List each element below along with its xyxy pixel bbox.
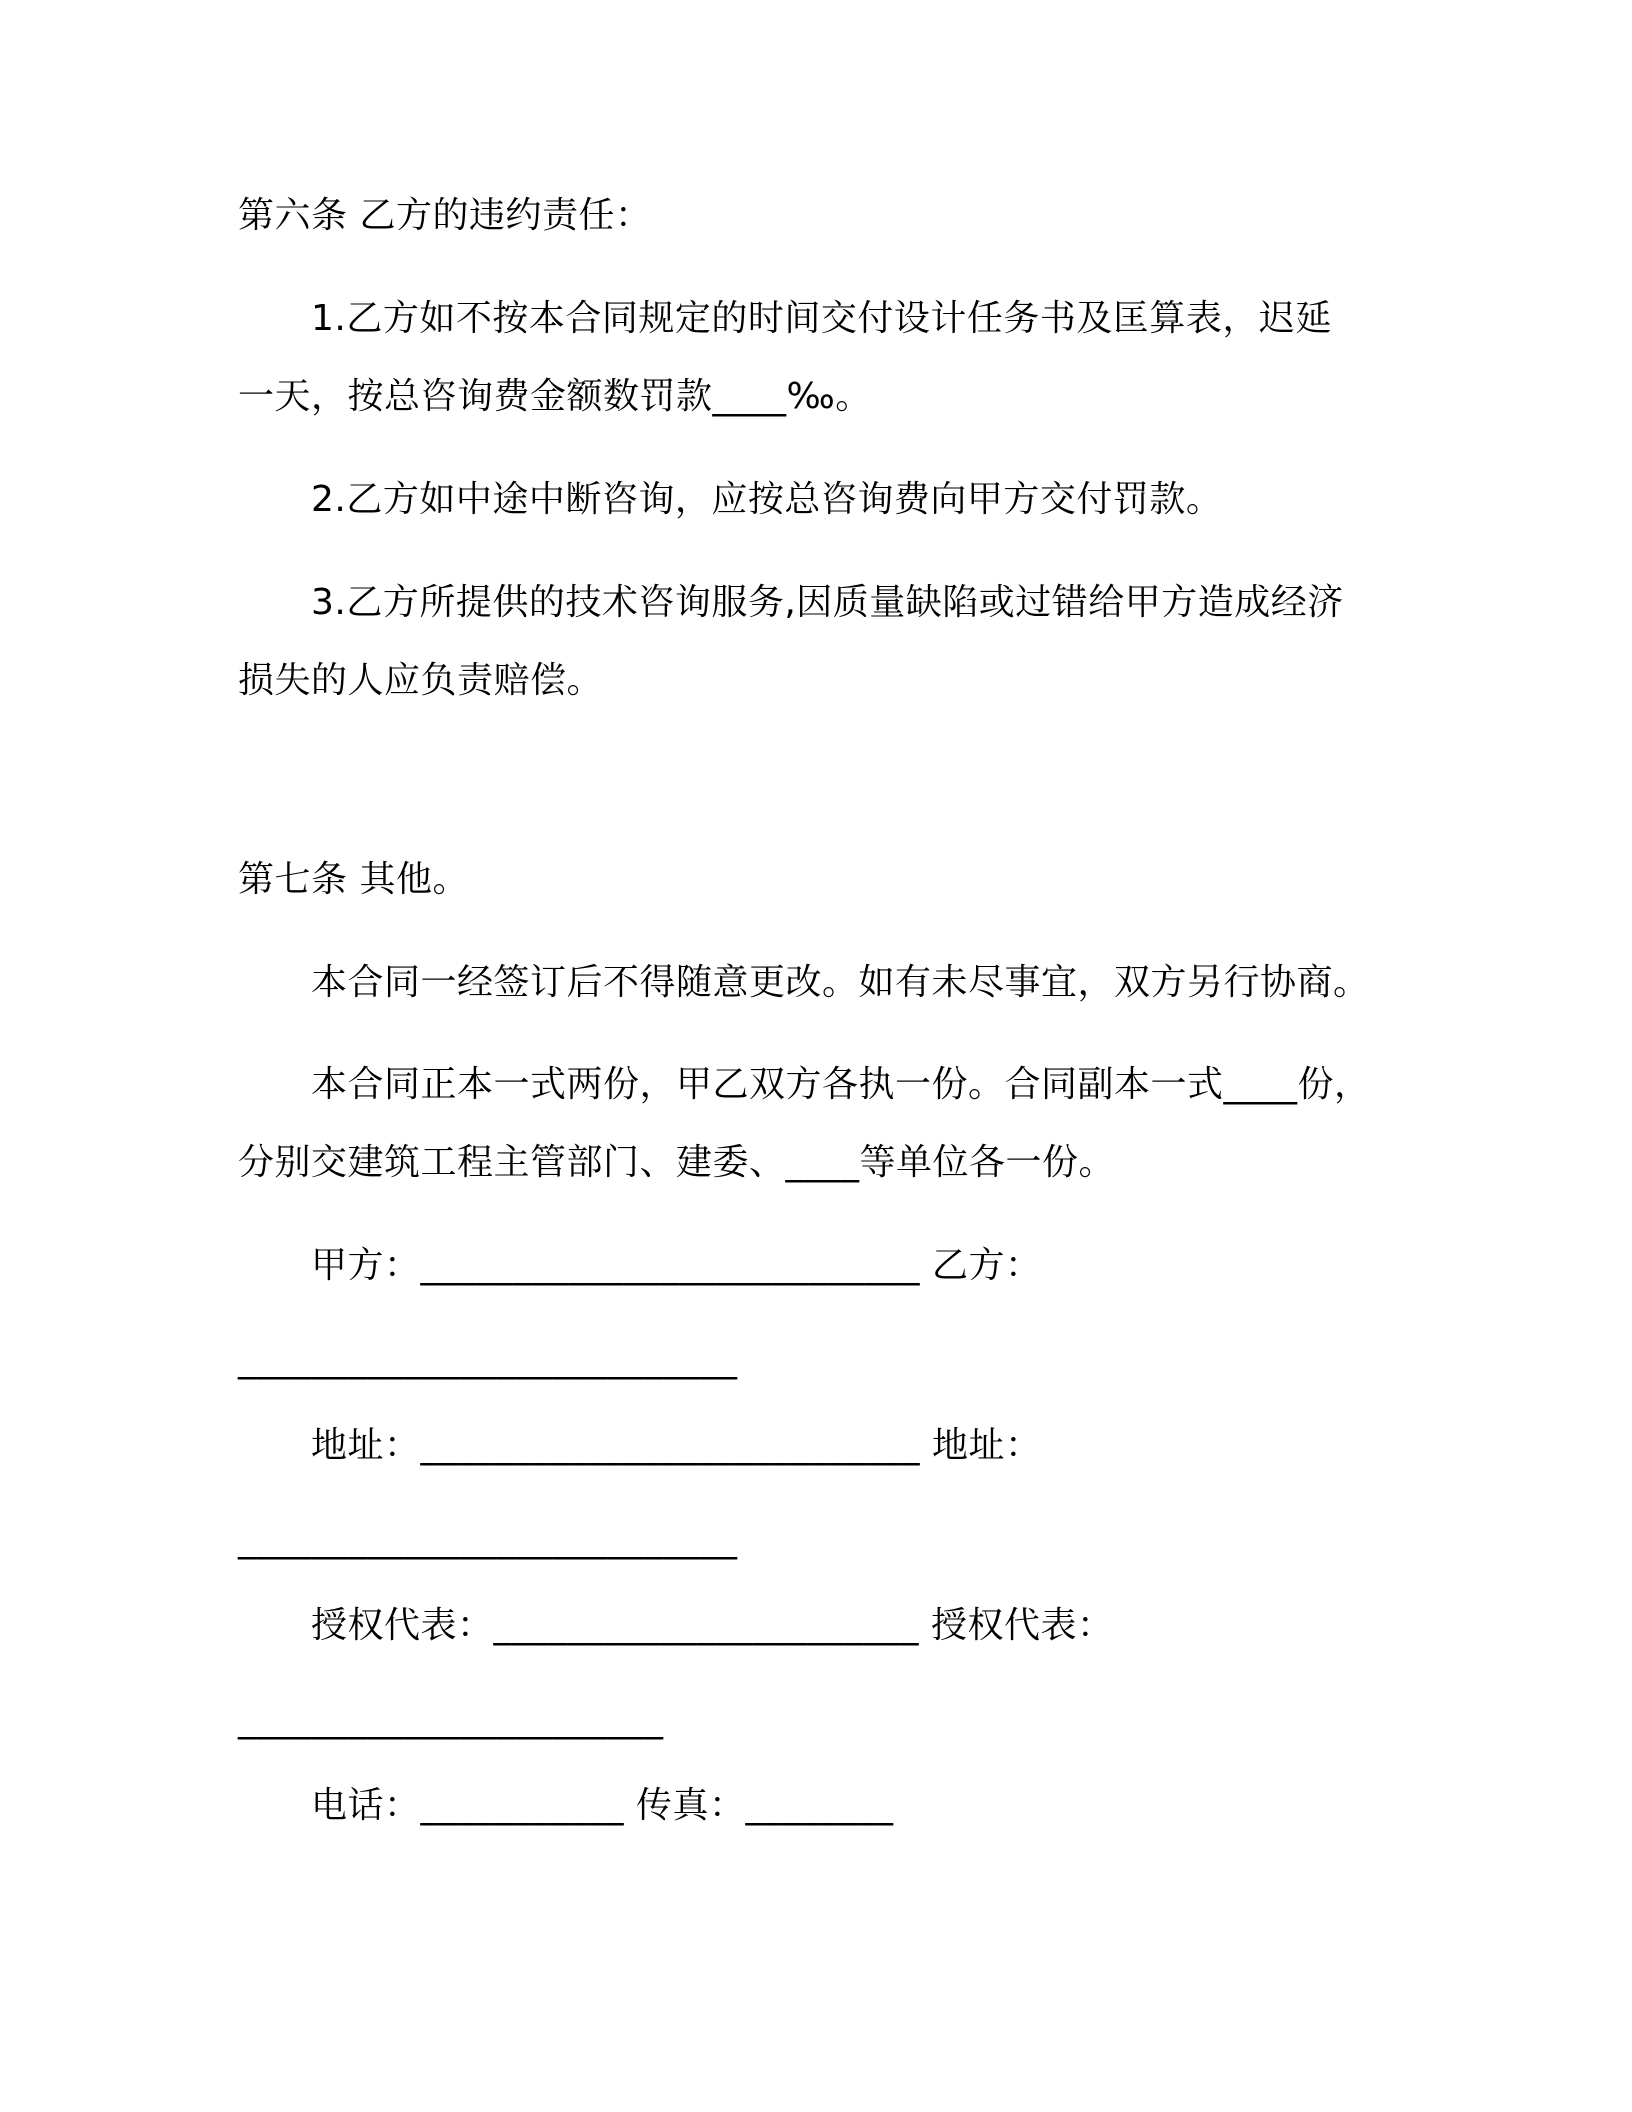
article-6-item-1-line-1: 1.乙方如不按本合同规定的时间交付设计任务书及匡算表，迟延 xyxy=(311,298,1332,339)
article-6-heading: 第六条 乙方的违约责任： xyxy=(238,195,652,236)
article-7-paragraph-2-line-2: 分别交建筑工程主管部门、建委、____等单位各一份。 xyxy=(238,1142,1116,1183)
article-7-paragraph-1: 本合同一经签订后不得随意更改。如有未尽事宜，双方另行协商。 xyxy=(311,962,1370,1003)
article-6-item-3-line-1: 3.乙方所提供的技术咨询服务,因质量缺陷或过错给甲方造成经济 xyxy=(311,582,1344,623)
party-a-signature-line: 甲方：___________________________ 乙方： xyxy=(311,1245,1042,1286)
authorized-representative-b-blank: _______________________ xyxy=(238,1699,664,1740)
article-6-item-2: 2.乙方如中途中断咨询，应按总咨询费向甲方交付罚款。 xyxy=(311,479,1223,520)
article-6-item-3-line-2: 损失的人应负责赔偿。 xyxy=(238,660,604,701)
article-7-paragraph-2-line-1: 本合同正本一式两份，甲乙双方各执一份。合同副本一式____份， xyxy=(311,1064,1371,1105)
party-b-signature-blank: ___________________________ xyxy=(238,1339,738,1380)
address-line: 地址：___________________________ 地址： xyxy=(311,1425,1042,1466)
phone-fax-line: 电话：___________ 传真：________ xyxy=(311,1785,894,1826)
article-7-heading: 第七条 其他。 xyxy=(238,859,469,900)
address-b-blank: ___________________________ xyxy=(238,1519,738,1560)
article-6-item-1-line-2: 一天，按总咨询费金额数罚款____‰。 xyxy=(238,376,872,417)
authorized-representative-line: 授权代表：_______________________ 授权代表： xyxy=(311,1605,1114,1646)
